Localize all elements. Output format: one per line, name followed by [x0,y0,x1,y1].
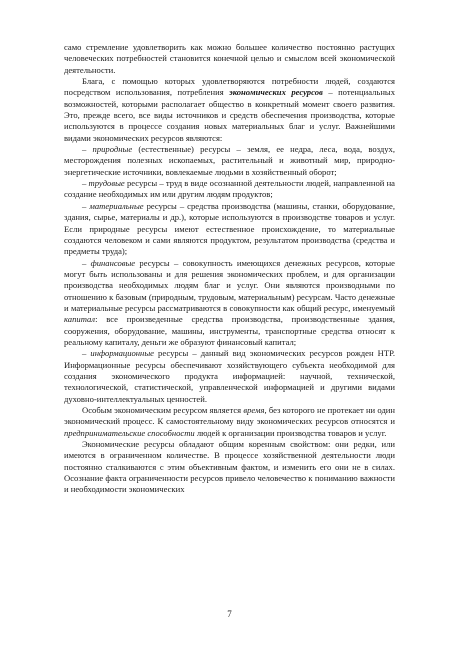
text-run: , без которого не протекает ни один экономический процесс. К самостоятельному виду экономических ресурсов относятся и [64,405,396,427]
bold-italic-term: экономических ресурсов [229,87,323,98]
text-run: – [82,178,89,189]
body-text [64,42,395,496]
list-item-labor-resources [64,178,395,201]
italic-term: финансовые [90,257,136,268]
text-run: ресурсы – труд в виде осознанной деятельности людей, направленной на создание необходимых им или другим людям продуктов; [64,178,395,200]
list-item-financial-resources [64,258,395,349]
paragraph-economic-resources [64,76,395,144]
list-item-information-resources [64,348,395,405]
text-run: – [82,200,90,211]
text-run: ресурсы – совокупность имеющихся денежных ресурсов, которые могут быть использованы и для решения экономических проблем, и для организации производства необходимых людям благ и услуг. Они являются производными по отношению к базовым (природным, трудовым, материальным) ресурсам. Часто денежные и материальные ресурсы рассматриваются в совокупности как общий ресурс, именуемый [64,257,395,313]
text-run: – потенциальных возможностей, которыми располагает общество в конкретный момент своего развития. Это, прежде всего, все виды источников и средств обеспечения производства, которые используются в процессе создания новых материальных благ и услуг. Важнейшими видами экономических ресурсов являются: [64,87,395,143]
text-run: само стремление удовлетворить как можно большее количество постоянно растущих человеческих потребностей становится конечной целью и смыслом всей экономической деятельности. [64,42,395,75]
text-run: Экономические ресурсы обладают общим коренным свойством: они редки, или имеются в ограниченном количестве. В процессе хозяйственной деятельности люди постоянно сталкиваются с этим объективным фактом, и изменить его они не в силах. Осознание факта ограниченности ресурсов привело человечество к пониманию важности и необходимости экономических [64,439,395,495]
paragraph-continuation [64,42,395,76]
italic-term: предпринимательские способности [64,427,195,438]
text-run: : все произведенные средства производства, производственные здания, сооружения, оборудование, машины, инструменты, транспортные средства относят к реальному капиталу, деньги же образуют финансовый капитал; [64,314,395,347]
text-run: ресурсы – данный вид экономических ресурсов рожден НТР. Информационные ресурсы обеспечивают хозяйствующего субъекта необходимой для создания экономического продукта информацией: научной, технической, технологической, статистической, управленческой информацией и другими видами духовно-интеллектуальных ценностей. [64,348,395,404]
text-run: людей к организации производства товаров и услуг. [194,427,387,438]
list-item-material-resources [64,201,395,258]
list-item-natural-resources [64,144,395,178]
paragraph-time-and-entrepreneurship [64,405,395,439]
page-number: 7 [227,609,232,619]
paragraph-scarcity [64,439,395,496]
text-run: – [82,348,91,359]
italic-term: информационные [90,348,154,359]
italic-term: капитал [64,314,96,325]
text-run: – [82,144,93,155]
text-run: ресурсы – средства производства (машины, станки, оборудование, здания, сырье, материалы и др.), которые используются в производстве товаров и услуг. Если природные ресурсы имеют естественное происхождение, то материальные создаются человеком и сами являются продуктом, результатом производства (средства и предметы труда); [64,200,395,257]
text-run: Особым экономическим ресурсом является [82,405,244,415]
italic-term: время [243,405,265,415]
italic-term: трудовые [88,178,125,189]
text-run: (естественные) ресурсы – земля, ее недра, леса, вода, воздух, месторождения полезных ископаемых, растительный и животный мир, природно-энергетические источники, вовлекаемые людьми в хозяйственный оборот; [64,144,396,177]
italic-term: материальные [89,200,144,211]
text-run: Блага, с помощью которых удовлетворяются потребности людей, создаются посредством использования, потребления [64,76,395,98]
italic-term: природные [92,144,133,155]
text-run: – [82,257,91,268]
